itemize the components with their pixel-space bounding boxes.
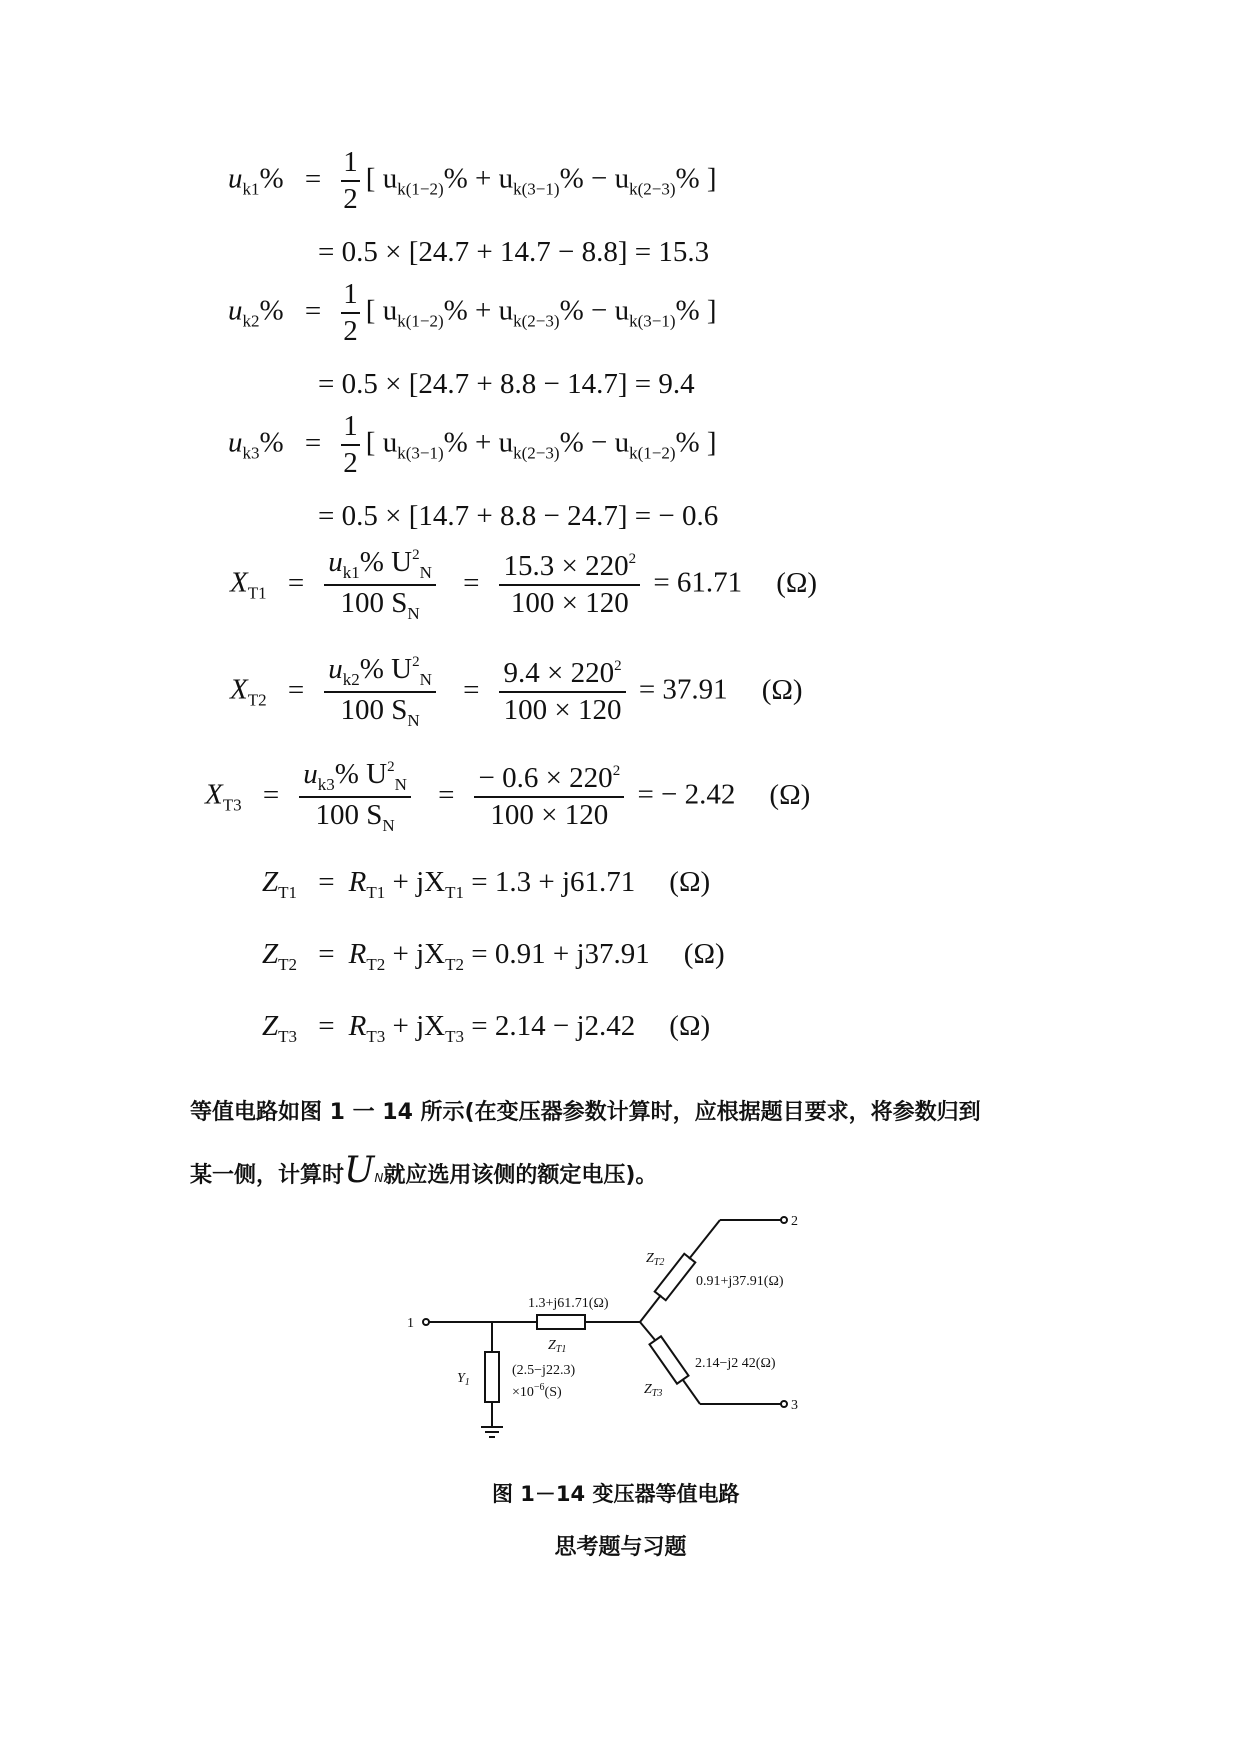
uk1-result: = 0.5 × [24.7 + 14.7 − 8.8] = 15.3 <box>318 236 710 268</box>
node-1-label: 1 <box>407 1316 414 1331</box>
xt1-equation: $X_{T1}$ = $\frac{u_{k1}\% U^2_N}{100 S_N}$ = $\frac{15.3 \times 220^2}{100 \times 120}$ = 61.71 (Ω) <box>230 546 818 623</box>
zt3-value-label: 2.14−j2 42(Ω) <box>695 1356 776 1371</box>
section-title: 思考题与习题 <box>554 1535 687 1560</box>
node-2-terminal <box>781 1217 787 1223</box>
un-symbol: U <box>344 1150 375 1191</box>
uk1-equation: $u_{k1}\%$ = $\frac{1}{2}$ [ $u_{k(1-2)}\% + u_{k(3-1)}\% - u_{k(2-3)}\%$ ] <box>228 146 717 215</box>
zt2-value-label: 0.91+j37.91(Ω) <box>696 1274 784 1289</box>
uk2-equation: $u_{k2}\%$ = $\frac{1}{2}$ [ $u_{k(1-2)}\% + u_{k(2-3)}\% - u_{k(3-1)}\%$ ] <box>228 278 717 347</box>
zt3-label: $Z_{T3}$ <box>644 1382 663 1399</box>
zt1-label: $Z_{T1}$ <box>548 1338 567 1355</box>
uk3-result: = 0.5 × [14.7 + 8.8 − 24.7] = − 0.6 <box>318 500 719 532</box>
zt2-label: $Z_{T2}$ <box>646 1251 665 1268</box>
uk2-result: = 0.5 × [24.7 + 8.8 − 14.7] = 9.4 <box>318 368 695 400</box>
figure-caption: 图 1－14 变压器等值电路 <box>492 1482 740 1506</box>
zt1-resistor <box>537 1315 585 1329</box>
node-1-terminal <box>423 1319 429 1325</box>
y1-label: $Y_1$ <box>457 1371 470 1388</box>
node-3-label: 3 <box>791 1398 798 1413</box>
zt1-equation: $Z_{T1} = R_{T1} + jX_{T1} = 1.3 + j61.71$ (Ω) <box>262 866 711 902</box>
equivalent-circuit-diagram <box>400 1215 840 1470</box>
zt3-resistor <box>650 1336 689 1383</box>
y1-value-line2: $\times 10^{-6}(S)$ <box>512 1382 562 1400</box>
y1-value-line1: (2.5−j22.3) <box>512 1363 576 1378</box>
paragraph-line1: 等值电路如图 1 一 14 所示(在变压器参数计算时，应根据题目要求，将参数归到 <box>190 1100 981 1125</box>
paragraph-line2: 某一侧，计算时UN就应选用该侧的额定电压)。 <box>190 1150 658 1191</box>
zt1-value-label: 1.3+j61.71(Ω) <box>528 1296 609 1311</box>
node-3-terminal <box>781 1401 787 1407</box>
zt2-equation: $Z_{T2} = R_{T2} + jX_{T2} = 0.91 + j37.91$ (Ω) <box>262 938 725 974</box>
node-2-label: 2 <box>791 1215 798 1229</box>
y1-admittance <box>485 1352 499 1402</box>
xt3-equation: $X_{T3}$ = $\frac{u_{k3}\% U^2_N}{100 S_N}$ = $\frac{- 0.6 \times 220^2}{100 \times 120}$ = − 2.42 (Ω) <box>205 758 811 835</box>
xt2-equation: $X_{T2}$ = $\frac{u_{k2}\% U^2_N}{100 S_N}$ = $\frac{9.4 \times 220^2}{100 \times 120}$ = 37.91 (Ω) <box>230 653 803 730</box>
zt3-equation: $Z_{T3} = R_{T3} + jX_{T3} = 2.14 - j2.42$ (Ω) <box>262 1010 711 1046</box>
uk3-equation: $u_{k3}\%$ = $\frac{1}{2}$ [ $u_{k(3-1)}\% + u_{k(2-3)}\% - u_{k(1-2)}\%$ ] <box>228 410 717 479</box>
